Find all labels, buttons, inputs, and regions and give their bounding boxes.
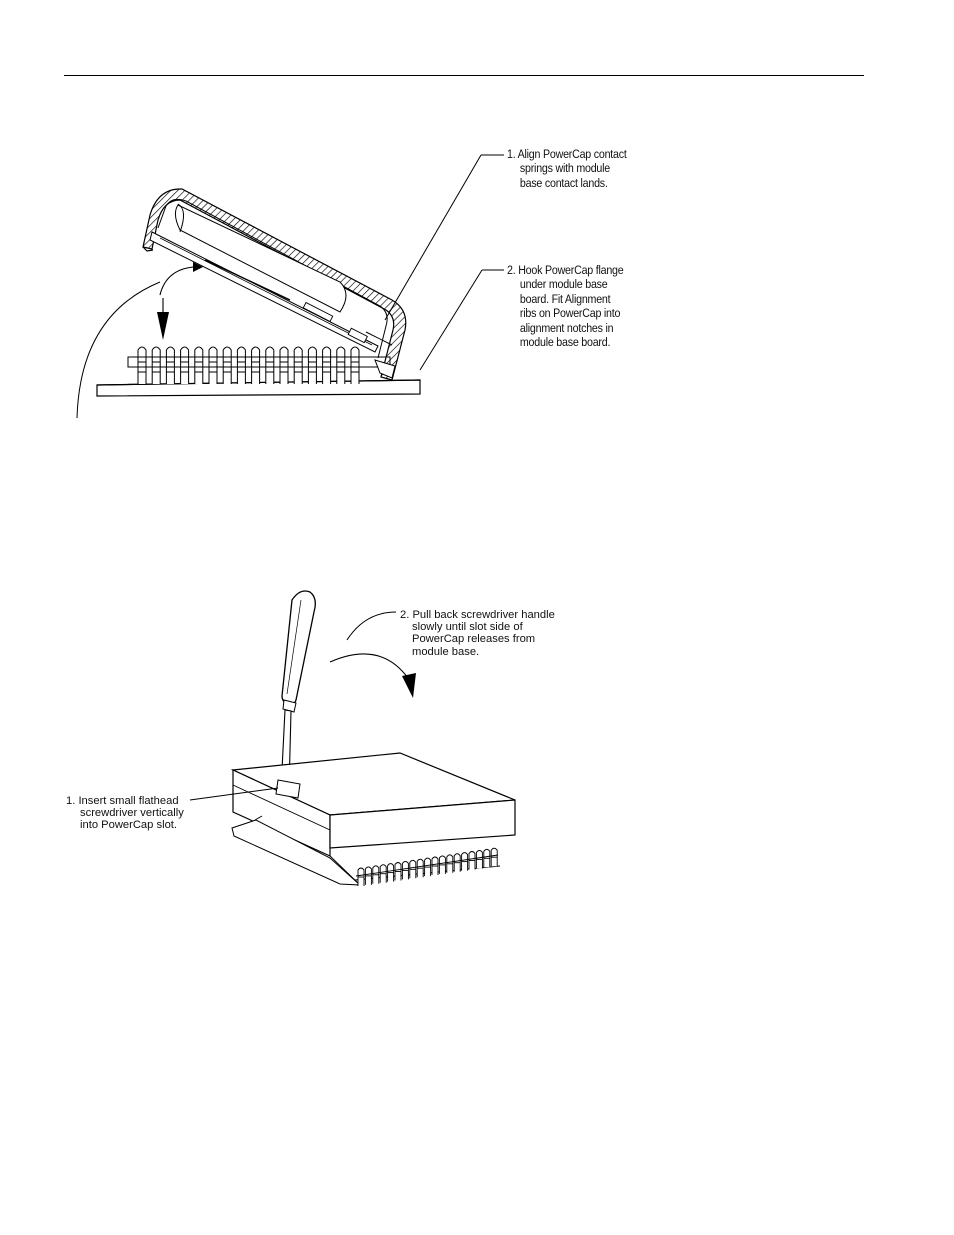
callout-line: PowerCap releases from [412,633,536,646]
callout-line: base contact lands. [519,175,608,190]
contact-spring [337,347,345,384]
callout-align-springs [507,148,627,189]
callout-line: board. Fit Alignment [519,291,611,306]
callout-insert-screwdriver [66,796,184,832]
module-contact-pins [356,848,498,886]
contact-spring [294,347,302,384]
callout-line: under module base [519,277,608,292]
callout-hook-flange [507,264,623,348]
callout-line: 2. Pull back screwdriver handle [400,609,555,621]
contact-spring [209,347,217,384]
callout-line: 1. Insert small flathead [66,795,179,807]
contact-springs [128,347,390,384]
contact-spring [323,347,331,384]
callout-line: ribs on PowerCap into [519,306,621,321]
callout-line: module base. [412,645,480,658]
contact-spring [237,347,245,384]
contact-spring [181,347,189,384]
contact-spring [152,347,160,384]
contact-spring [223,347,231,384]
contact-spring [351,347,359,384]
callout-line: 1. Align PowerCap contact [507,147,627,161]
callout-line: screwdriver vertically [80,807,184,820]
screwdriver [281,591,315,790]
contact-spring [195,347,203,384]
callout-line: springs with module [519,161,610,176]
contact-spring [266,347,274,384]
callout-line: 2. Hook PowerCap flange [507,263,624,277]
callout-line: module base board. [519,335,611,350]
contact-spring [280,347,288,384]
contact-spring [308,347,316,384]
sweep-line [77,282,160,418]
callout-pull-back [400,610,555,658]
rotation-arrow [157,262,203,340]
callout-line: into PowerCap slot. [80,819,178,832]
contact-spring [252,347,260,384]
callout-line: alignment notches in [519,320,614,335]
contact-spring [166,347,174,384]
contact-spring [138,347,146,384]
callout-line: slowly until slot side of [412,621,523,634]
